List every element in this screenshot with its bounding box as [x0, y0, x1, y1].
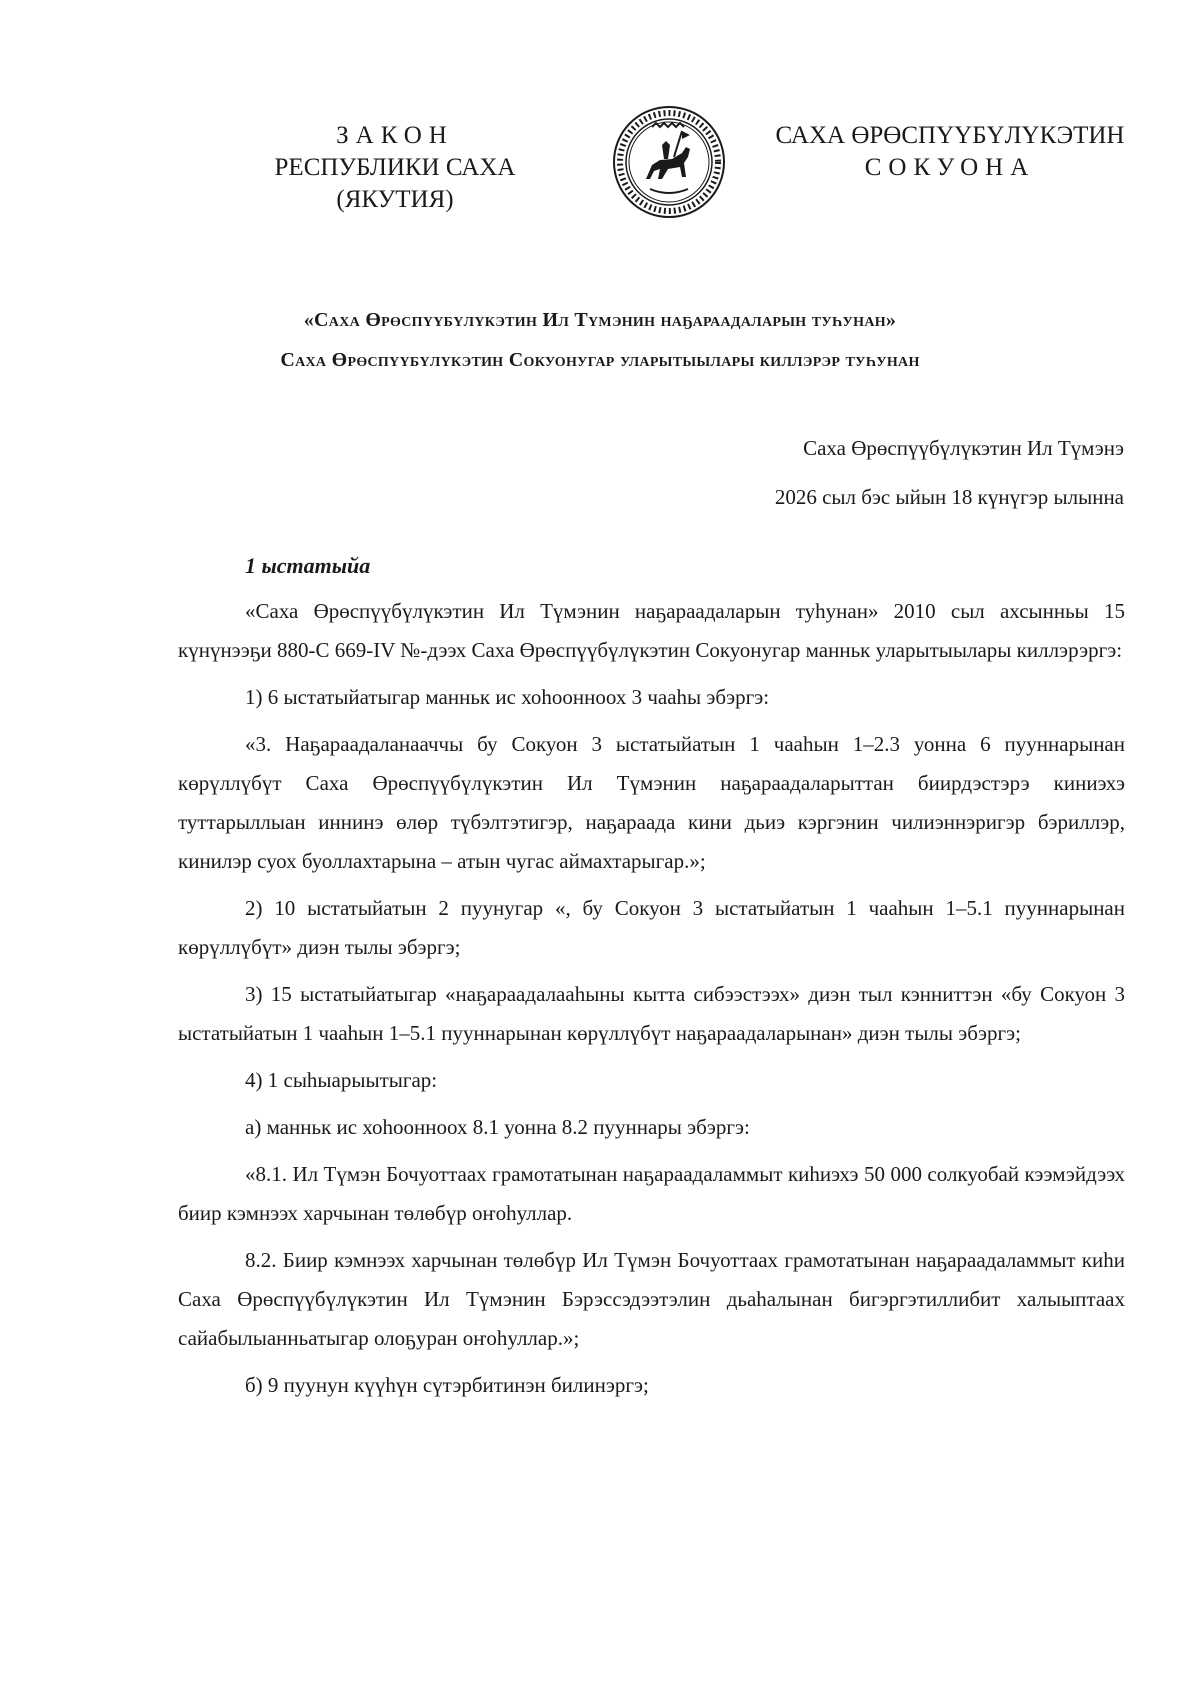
title-line-1: «Саха Өрөспүүбүлүкэтин Ил Түмэнин наҕараадаларын туһунан»: [303, 309, 897, 331]
header-republic-ru: РЕСПУБЛИКИ САХА (ЯКУТИЯ): [274, 154, 516, 213]
header-law-label-ru: ЗАКОН: [336, 122, 454, 149]
republic-sakha-coat-of-arms-icon: [612, 105, 726, 219]
adoption-signoff: [775, 424, 1124, 522]
paragraph: «3. Наҕараадаланааччы бу Сокуон 3 ыстатыйатын 1 чааһын 1–2.3 уонна 6 пууннарынан көрүллүбүт Саха Өрөспүүбүлүкэтин Ил Түмэнин наҕараадаларыттан биирдэстэрэ киниэхэ туттарыллыан иннинэ өлөр түбэлтэтигэр, наҕараада кини дьиэ кэргэнин чилиэннэригэр бэриллэр, кинилэр суох буоллахтарына – атын чугас аймахтарыгар.»;: [178, 732, 1125, 873]
adoption-date: 2026 сыл бэс ыйын 18 күнүгэр ылынна: [774, 485, 1124, 509]
article-body: [178, 592, 1125, 1413]
adopting-body: Саха Өрөспүүбүлүкэтин Ил Түмэнэ: [803, 436, 1124, 460]
paragraph: 4) 1 сыһыарыытыгар:: [245, 1068, 438, 1092]
paragraph: 1) 6 ыстатыйатыгар манньк ис хоһоонноох 3 чааһы эбэргэ:: [245, 685, 770, 709]
paragraph: а) манньк ис хоһоонноох 8.1 уонна 8.2 пууннары эбэргэ:: [245, 1115, 750, 1139]
header-left: [215, 120, 575, 216]
article-heading: 1 ыстатыйа: [245, 553, 371, 578]
header-right: [745, 120, 1155, 184]
header-republic-sakha: САХА ӨРӨСПҮҮБҮЛҮКЭТИН: [775, 122, 1125, 149]
paragraph: «Саха Өрөспүүбүлүкэтин Ил Түмэнин наҕараадаларын туһунан» 2010 сыл ахсынньы 15 күнүнээҕи 880-С 669-IV №-дээх Саха Өрөспүүбүлүкэтин Сокуонугар манньк уларытыылары киллэрэргэ:: [178, 599, 1125, 662]
paragraph: 2) 10 ыстатыйатын 2 пуунугар «, бу Сокуон 3 ыстатыйатын 1 чааһын 1–5.1 пууннарынан көрүллүбүт» диэн тылы эбэргэ;: [178, 896, 1125, 959]
document-title: [150, 300, 1050, 380]
paragraph: 3) 15 ыстатыйатыгар «наҕараадалааһыны кытта сибээстээх» диэн тыл кэнниттэн «бу Сокуон 3 ыстатыйатын 1 чааһын 1–5.1 пууннарынан көрүллүбүт наҕараадаларынан» диэн тылы эбэргэ;: [178, 982, 1125, 1045]
header-law-label-sakha: СОКУОНА: [864, 154, 1036, 181]
paragraph: б) 9 пуунун күүһүн сүтэрбитинэн билинэргэ;: [245, 1373, 649, 1397]
paragraph: 8.2. Биир кэмнээх харчынан төлөбүр Ил Түмэн Бочуоттаах грамотатынан наҕараадаламмыт киһи Саха Өрөспүүбүлүкэтин Ил Түмэнин Бэрэссэдээтэлин дьаһалынан бигэргэтиллибит халыыптаах сайабылыанньатыгар олоҕуран оҥоһуллар.»;: [178, 1248, 1125, 1350]
paragraph: «8.1. Ил Түмэн Бочуоттаах грамотатынан наҕараадаламмыт киһиэхэ 50 000 солкуобай кээмэйдээх биир кэмнээх харчынан төлөбүр оҥоһуллар.: [178, 1162, 1125, 1225]
title-line-2: Саха Өрөспүүбүлүкэтин Сокуонугар уларытыылары киллэрэр туһунан: [280, 349, 920, 371]
